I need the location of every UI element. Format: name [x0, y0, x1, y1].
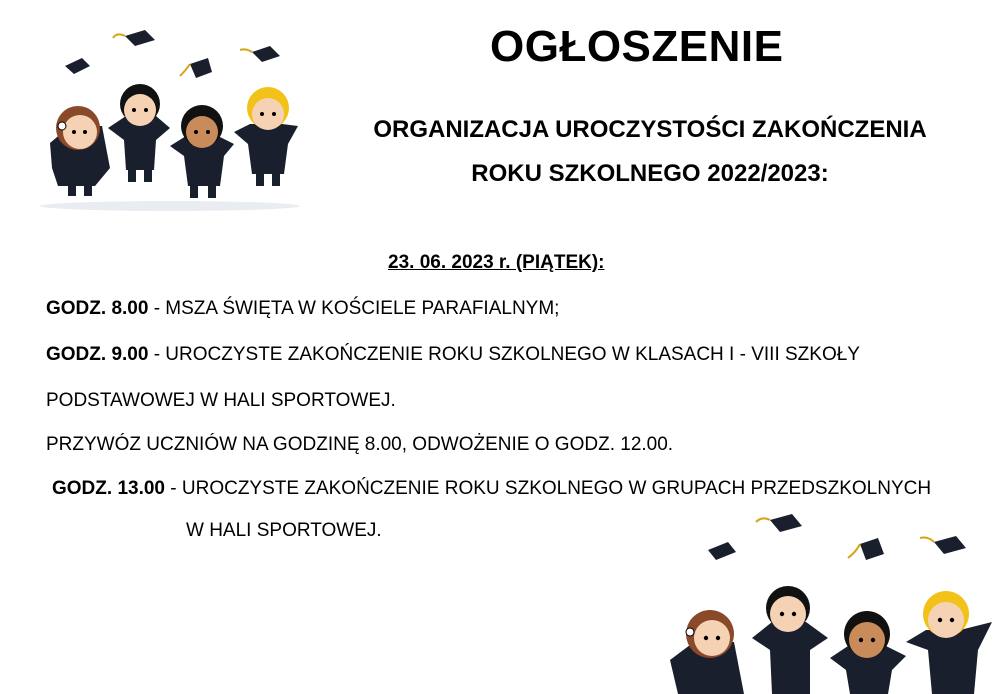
schedule-text-line: PRZYWÓZ UCZNIÓW NA GODZINĘ 8.00, ODWOŻENIE O GODZ. 12.00.	[46, 434, 674, 455]
schedule-item	[46, 298, 559, 320]
graduate-girl-figure	[50, 106, 110, 196]
schedule-text-line: PODSTAWOWEJ W HALI SPORTOWEJ.	[46, 390, 396, 411]
graduate-girl-figure	[170, 105, 234, 198]
schedule-text: - UROCZYSTE ZAKOŃCZENIE ROKU SZKOLNEGO W GRUPACH PRZEDSZKOLNYCH	[165, 478, 932, 499]
subtitle-line: ORGANIZACJA UROCZYSTOŚCI ZAKOŃCZENIA	[373, 116, 927, 143]
schedule-item	[46, 344, 860, 366]
schedule-text: - MSZA ŚWIĘTA W KOŚCIELE PARAFIALNYM;	[148, 298, 560, 319]
schedule-time: GODZ. 8.00	[46, 298, 149, 319]
page-title: OGŁOSZENIE	[490, 22, 784, 71]
subtitle-line: ROKU SZKOLNEGO 2022/2023:	[471, 160, 829, 187]
schedule-text: - UROCZYSTE ZAKOŃCZENIE ROKU SZKOLNEGO W KLASACH I - VIII SZKOŁY	[148, 344, 860, 365]
graduation-cap-icon	[65, 30, 280, 78]
schedule-item	[52, 478, 931, 500]
graduate-boy-figure	[752, 586, 828, 694]
event-date: 23. 06. 2023 r. (PIĄTEK):	[388, 252, 605, 273]
schedule-time: GODZ. 9.00	[46, 344, 149, 365]
graduates-illustration-bottom-right	[660, 510, 1000, 694]
graduate-boy-figure	[906, 591, 992, 694]
graduate-girl-figure	[670, 610, 744, 694]
graduates-illustration-top-left	[30, 28, 310, 213]
schedule-time: GODZ. 13.00	[52, 478, 165, 499]
subtitle	[300, 108, 1000, 196]
graduate-boy-figure	[234, 87, 298, 186]
graduate-girl-figure	[830, 611, 906, 694]
graduate-boy-figure	[108, 84, 170, 182]
schedule-text-line: W HALI SPORTOWEJ.	[186, 520, 382, 541]
